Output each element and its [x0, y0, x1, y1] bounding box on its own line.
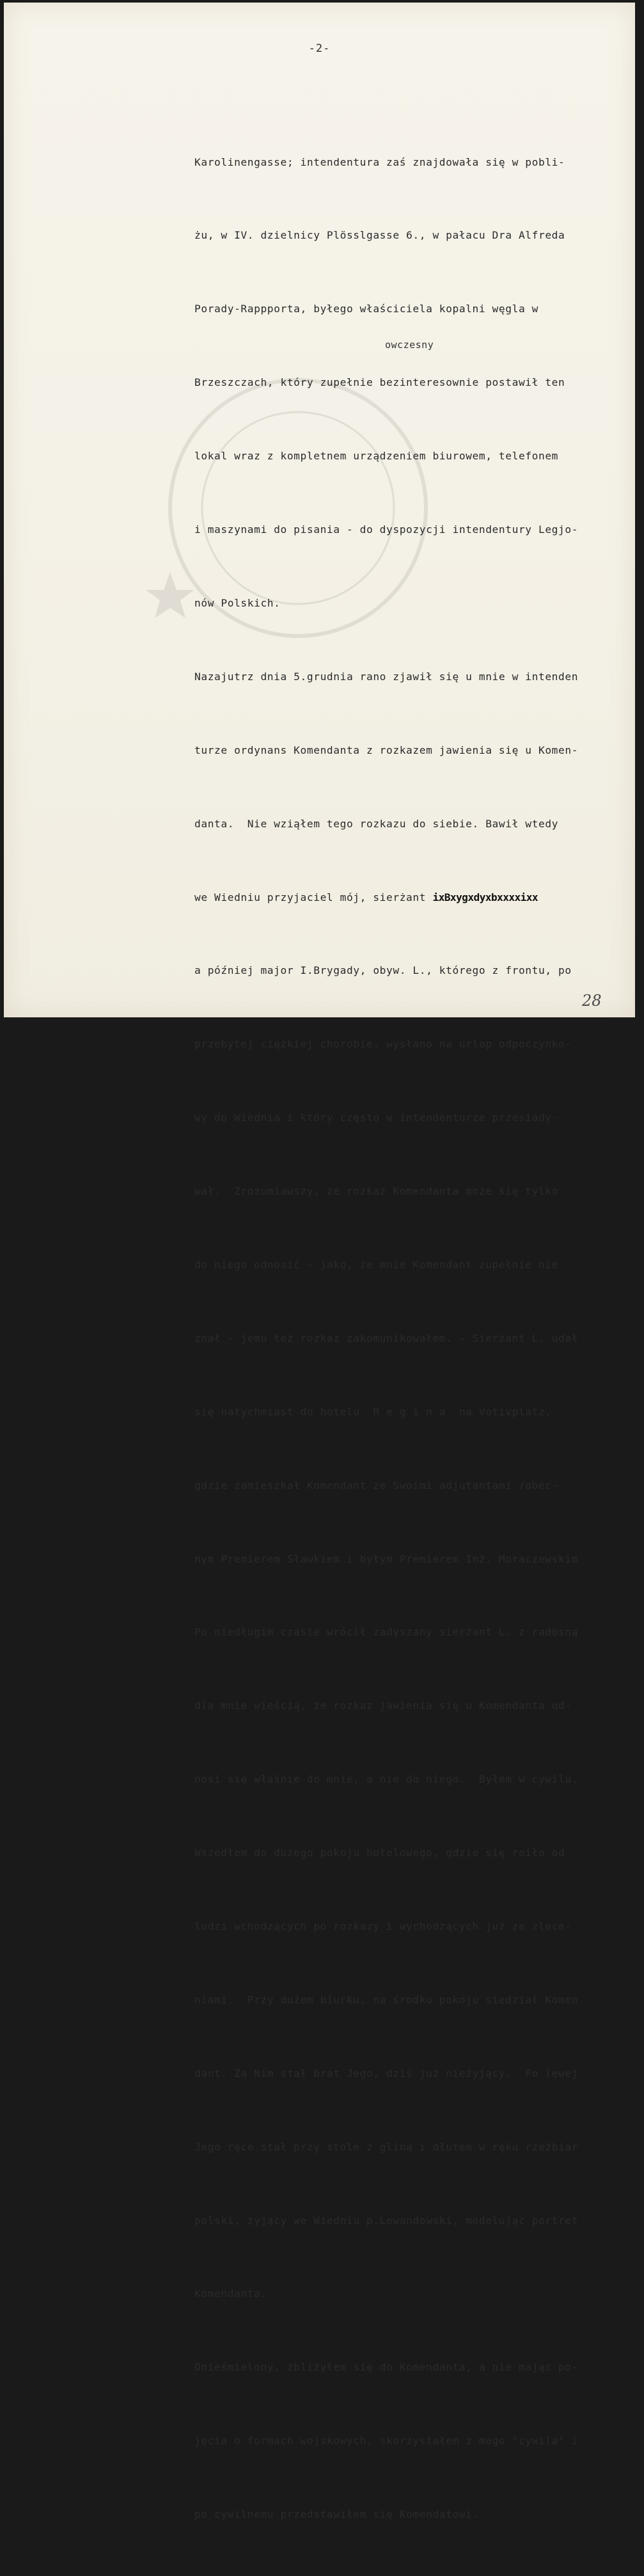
text-line: do niego odnosić - jako, że mnie Komendant zupełnie nie: [194, 1258, 559, 1271]
text-line: nów Polskich.: [194, 596, 281, 609]
struck-out-text: ixBxygxdyxbxxxxixx: [432, 891, 538, 903]
text-line: we Wiedniu przyjaciel mój, sierżant: [194, 891, 433, 903]
text-line: i maszynami do pisania - do dyspozycji intendentury Legjo-: [194, 523, 579, 536]
text-line: dla mnie wieścią, że rozkaz jawienia się u Komendanta od-: [194, 1699, 572, 1712]
text-line: Nazajutrz dnia 5.grudnia rano zjawił się u mnie w intenden: [194, 670, 579, 683]
text-line: jęcia o formach wojskowych, skorzystałem z mego "cywila" i: [194, 2435, 579, 2447]
page-number: -2-: [308, 42, 331, 55]
handwritten-folio-number: 28: [582, 992, 602, 1010]
text-line: danta. Nie wziąłem tego rozkazu do siebie. Bawił wtedy: [194, 817, 559, 830]
text-line: a później major I.Brygady, obyw. L., którego z frontu, po: [194, 964, 572, 977]
text-line: Po niedługim czasie wrócił zadyszany sierżant L. z radosną: [194, 1626, 579, 1639]
text-line: polski, żyjący we Wiedniu p.Lewandowski, modelując portret: [194, 2214, 579, 2227]
text-line: turze ordynans Komendanta z rozkazem jawienia się u Komen-: [194, 743, 579, 756]
typed-body-text: [194, 101, 629, 2576]
text-line: lokal wraz z kompletnem urządzeniem biurowem, telefonem: [194, 450, 559, 463]
text-line: Jego ręce stał przy stole z gliną i dłutem w ręku rzeźbiar: [194, 2140, 579, 2153]
text-line: Karolinengasse; intendentura zaś znajdowała się w pobli-: [194, 155, 565, 168]
text-line: nosi się właśnie do mnie, a nie do niego. Byłem w cywilu.: [194, 1773, 579, 1786]
text-line: przebytej ciężkiej chorobie, wysłano na urlop odpoczynko-: [194, 1038, 572, 1051]
interlinear-handwritten-insert: owczesny: [385, 339, 434, 351]
text-line: wał. Zrozumiawszy, że rozkaz Komendanta może się tylko: [194, 1185, 559, 1198]
text-line: Onieśmielony, zbliżyłem się do Komendanta, a nie mając po-: [194, 2361, 579, 2374]
text-line-with-strikeout: [194, 886, 629, 910]
text-line: Porady-Rappporta, byłego właściciela kopalni węgla w: [194, 303, 538, 315]
text-line: ludzi wchodzących po rozkazy i wychodzących już ze zlece-: [194, 1920, 572, 1932]
text-line: dant. Za Nim stał brat Jego, dziś już nieżyjący. Po lewej: [194, 2067, 579, 2079]
text-line: Brzeszczach, który zupełnie bezinteresownie postawił ten: [194, 376, 565, 389]
text-line: Komendanta.: [194, 2287, 267, 2300]
text-line: gdzie zamieszkał Komendant ze Swoimi adjutantami /obec-: [194, 1479, 559, 1491]
text-line: niami. Przy dużem biurku, na środku pokoju siedział Komen: [194, 1993, 579, 2006]
text-line: po cywilnemu przedstawiłem się Komendatowi.: [194, 2508, 479, 2521]
text-line: znał - jemu też rozkaz zakomunikowałem. - Sierżant L. udał: [194, 1332, 579, 1344]
text-line: się natychmiast do hotelu R e g i n a na Votivplatz,: [194, 1405, 552, 1418]
text-line: żu, w IV. dzielnicy Plösslgasse 6., w pałacu Dra Alfreda: [194, 229, 565, 242]
text-line: wy do Wiednia i który często w intendenturze przesiady-: [194, 1111, 559, 1124]
document-page: [4, 3, 635, 2521]
text-line: nym Premierem Sławkiem i byłym Premierem Inż. Moraczewskim: [194, 1552, 579, 1565]
text-line: Wszedłem do dużego pokoju hotelowego, gdzie się roiło od: [194, 1847, 565, 1859]
